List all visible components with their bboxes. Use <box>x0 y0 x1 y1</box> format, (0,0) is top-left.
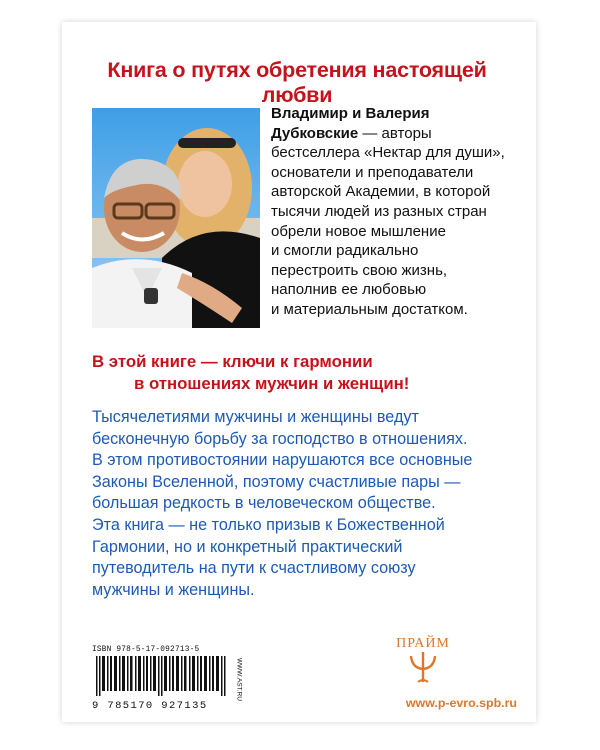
cover-subtitle <box>92 351 512 395</box>
authors-line: тысячи людей из разных стран <box>271 202 487 220</box>
body-line: мужчины и женщины. <box>92 580 255 599</box>
ast-website-vertical <box>234 650 244 712</box>
publisher-website[interactable]: www.p-evro.spb.ru <box>405 696 517 710</box>
authors-photo-image <box>92 108 260 328</box>
authors-line: наполнив ее любовью <box>271 281 427 299</box>
cover-body-text <box>92 407 518 601</box>
authors-line: авторской Академии, в которой <box>271 183 491 201</box>
publisher-name: ПРАЙМ <box>396 636 450 651</box>
body-line: В этом противостоянии нарушаются все основные <box>92 451 473 470</box>
body-line: Тысячелетиями мужчины и женщины ведут <box>92 408 419 426</box>
authors-names-line1: Владимир и Валерия <box>271 105 430 122</box>
body-line: Эта книга — не только призыв к Божественной <box>92 515 445 534</box>
isbn-block <box>92 646 232 712</box>
authors-line: — авторы <box>358 124 432 142</box>
authors-line: обрели новое мышление <box>271 222 446 240</box>
authors-line: бестселлера «Нектар для души», <box>271 144 505 162</box>
barcode-icon <box>92 656 228 696</box>
body-line: Гармонии, но и конкретный практический <box>92 537 403 556</box>
authors-line: и материальным достатком. <box>271 300 468 318</box>
isbn-text: ISBN 978-5-17-092713-5 <box>92 646 200 654</box>
ast-website-text: WWW.AST.RU <box>235 658 243 701</box>
body-line: Законы Вселенной, поэтому счастливые пары — <box>92 472 461 491</box>
body-line: большая редкость в человеческом обществе. <box>92 494 436 513</box>
cover-title: Книга о путях обретения настоящей любви <box>107 58 487 107</box>
authors-photo <box>92 108 260 328</box>
publisher-block <box>348 636 498 686</box>
authors-line: перестроить свою жизнь, <box>271 261 448 279</box>
body-line: бесконечную борьбу за господство в отношениях. <box>92 429 468 448</box>
authors-description <box>271 104 511 320</box>
authors-line: основатели и преподаватели <box>271 163 474 181</box>
authors-names-line2: Дубковские <box>271 124 359 142</box>
subtitle-line2: в отношениях мужчин и женщин! <box>134 374 410 393</box>
body-line: путеводитель на пути к счастливому союзу <box>92 559 416 578</box>
subtitle-line1: В этой книге — ключи к гармонии <box>92 352 373 371</box>
prime-psi-logo-icon <box>408 652 438 686</box>
barcode-number: 9 785170 927135 <box>92 700 208 712</box>
authors-line: и смогли радикально <box>271 242 419 260</box>
